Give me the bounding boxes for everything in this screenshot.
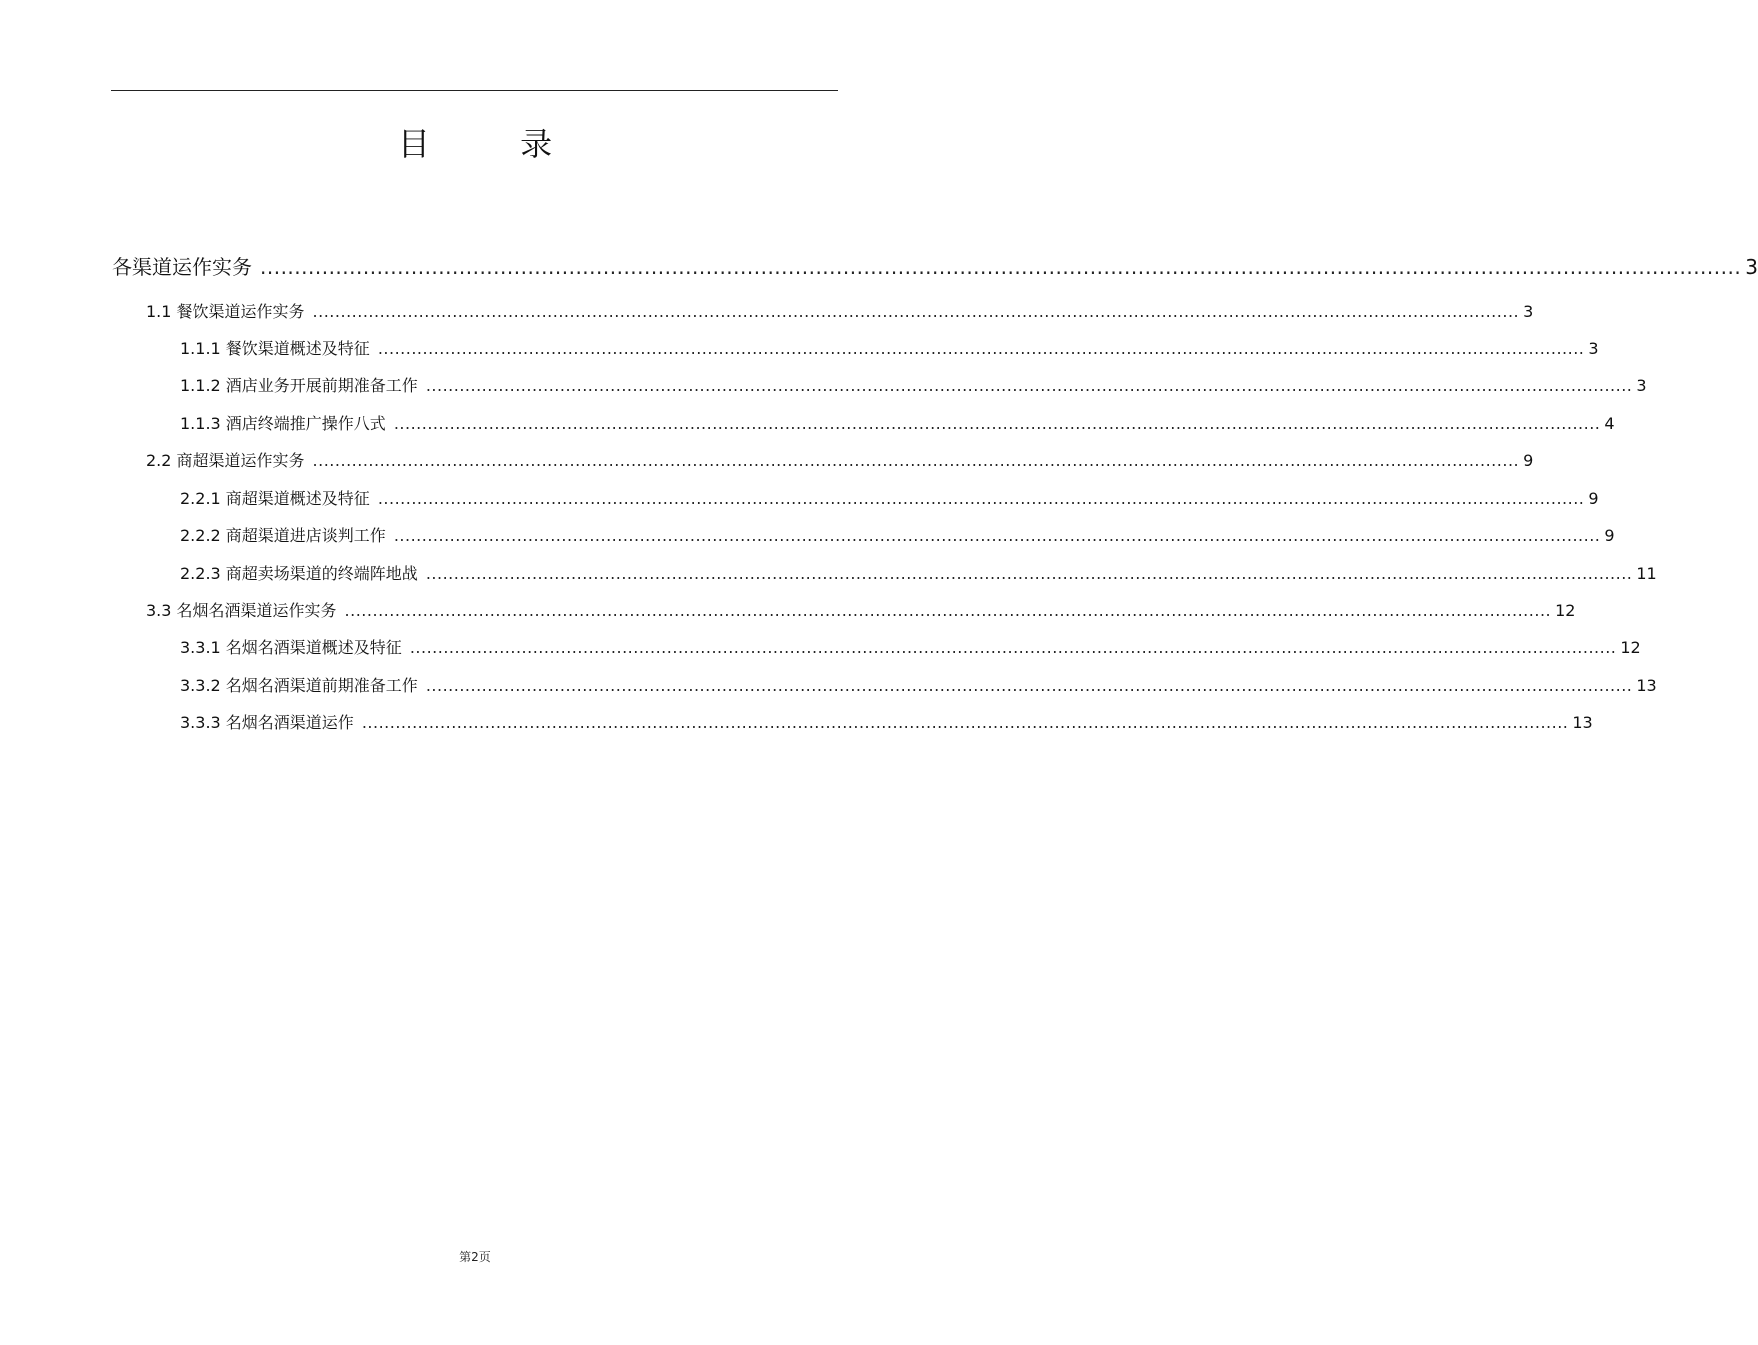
- toc-entry-page: 4: [1604, 414, 1615, 433]
- toc-entry-label: 1.1.1 餐饮渠道概述及特征: [180, 339, 370, 358]
- dot-leader: ........................................................................................................................................................................................................................: [377, 489, 1585, 508]
- toc-entry-page: 13: [1572, 713, 1593, 732]
- toc-entry-page: 9: [1588, 489, 1599, 508]
- toc-entry-page: 11: [1636, 564, 1657, 583]
- toc-entry-page: 3: [1523, 302, 1534, 321]
- toc-entry-page: 9: [1604, 526, 1615, 545]
- toc-entry-label: 2.2.2 商超渠道进店谈判工作: [180, 526, 386, 545]
- toc-entry-label: 3.3.1 名烟名酒渠道概述及特征: [180, 638, 402, 657]
- header-rule: [111, 90, 838, 91]
- toc-entry-label: 3.3.3 名烟名酒渠道运作: [180, 713, 354, 732]
- toc-entry-label: 2.2 商超渠道运作实务: [146, 451, 305, 470]
- dot-leader: ........................................................................................................................................................................................................................: [409, 638, 1617, 657]
- toc-entry[interactable]: [180, 712, 1593, 734]
- toc-entry[interactable]: [180, 375, 1647, 397]
- dot-leader: ........................................................................................................................................................................................................................: [260, 255, 1742, 279]
- toc-entry-page: 3: [1636, 376, 1647, 395]
- toc-entry-label: 3.3.2 名烟名酒渠道前期准备工作: [180, 676, 418, 695]
- dot-leader: ........................................................................................................................................................................................................................: [312, 451, 1520, 470]
- dot-leader: ........................................................................................................................................................................................................................: [344, 601, 1552, 620]
- toc-entry[interactable]: [180, 338, 1599, 360]
- toc-entry-label: 1.1.3 酒店终端推广操作八式: [180, 414, 386, 433]
- toc-entry-label: 1.1 餐饮渠道运作实务: [146, 302, 305, 321]
- toc-entry[interactable]: [180, 563, 1657, 585]
- toc-entry[interactable]: [180, 675, 1657, 697]
- toc-entry[interactable]: [180, 413, 1615, 435]
- toc-entry[interactable]: [180, 525, 1615, 547]
- dot-leader: ........................................................................................................................................................................................................................: [425, 376, 1633, 395]
- dot-leader: ........................................................................................................................................................................................................................: [393, 526, 1601, 545]
- toc-entry[interactable]: [146, 301, 1534, 323]
- dot-leader: ........................................................................................................................................................................................................................: [425, 564, 1633, 583]
- toc-entry-page: 9: [1523, 451, 1534, 470]
- toc-entry-label: 各渠道运作实务: [112, 255, 252, 279]
- toc-entry[interactable]: [180, 488, 1599, 510]
- toc-entry-label: 1.1.2 酒店业务开展前期准备工作: [180, 376, 418, 395]
- dot-leader: ........................................................................................................................................................................................................................: [393, 414, 1601, 433]
- toc-entry[interactable]: [146, 600, 1576, 622]
- toc-entry-page: 12: [1555, 601, 1576, 620]
- toc-entry-page: 13: [1636, 676, 1657, 695]
- toc-entry[interactable]: [180, 637, 1641, 659]
- page-footer: 第2页: [459, 1250, 491, 1264]
- toc-entry-page: 3: [1588, 339, 1599, 358]
- dot-leader: ........................................................................................................................................................................................................................: [361, 713, 1569, 732]
- toc-entry[interactable]: [112, 253, 1758, 281]
- toc-entry-label: 2.2.3 商超卖场渠道的终端阵地战: [180, 564, 418, 583]
- dot-leader: ........................................................................................................................................................................................................................: [312, 302, 1520, 321]
- toc-entry-label: 3.3 名烟名酒渠道运作实务: [146, 601, 337, 620]
- toc-entry-label: 2.2.1 商超渠道概述及特征: [180, 489, 370, 508]
- toc-entry[interactable]: [146, 450, 1534, 472]
- toc-entry-page: 3: [1745, 255, 1758, 279]
- dot-leader: ........................................................................................................................................................................................................................: [377, 339, 1585, 358]
- dot-leader: ........................................................................................................................................................................................................................: [425, 676, 1633, 695]
- page-title: 目 录: [397, 125, 593, 163]
- toc-entry-page: 12: [1620, 638, 1641, 657]
